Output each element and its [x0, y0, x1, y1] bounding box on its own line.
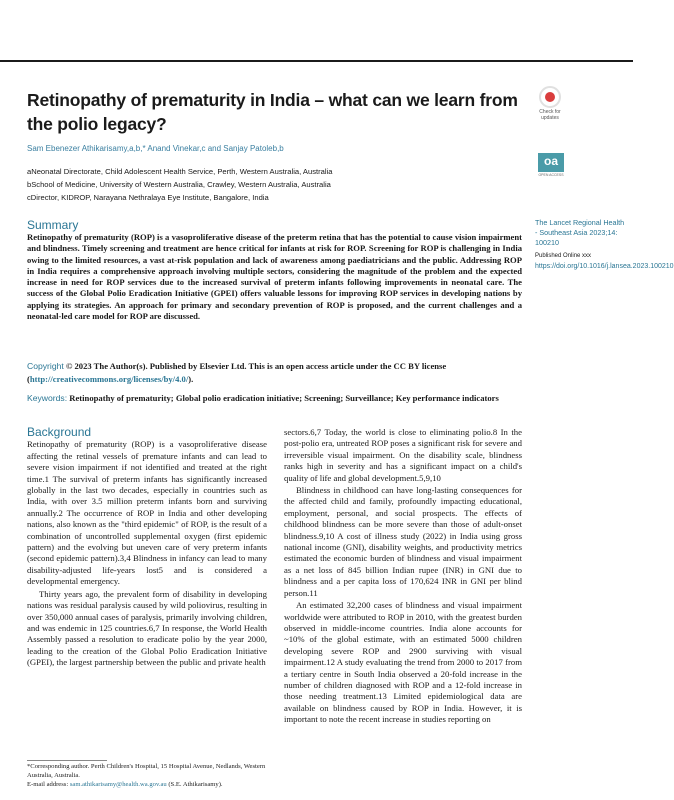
affiliation-item: aNeonatal Directorate, Child Adolescent Health Service, Perth, Western Australia, Australia	[27, 167, 333, 176]
corresponding-author-note: *Corresponding author. Perth Children's Hospital, 15 Hospital Avenue, Nedlands, Western Australia, Australia.	[27, 763, 266, 779]
published-online: Published Online xxx	[535, 253, 592, 259]
body-paragraph: sectors.6,7 Today, the world is close to eliminating polio.8 In the post-polio era, untreated ROP poses a significant risk for severe and irreversible visual impairment. On the disability scale, blindness ranks high in severity and has a significant impact on a child's quality of life and global development.5,9,10	[284, 427, 522, 483]
left-column	[27, 427, 267, 670]
article-title: Retinopathy of prematurity in India – what can we learn from the polio legacy?	[27, 90, 518, 134]
email-tail: (S.E. Athikarisamy).	[168, 781, 223, 788]
journal-sidebar	[535, 218, 674, 272]
check-updates-icon	[539, 86, 561, 108]
keywords	[27, 393, 527, 404]
background-heading: Background	[27, 425, 92, 439]
copyright-notice	[27, 360, 517, 386]
body-paragraph: Blindness in childhood can have long-lasting consequences for the affected child and family, profoundly impacting educational, employment, personal, and social prospects. The effects of childhood blindness can be more severe than those of adult-onset blindness.9,10 A cost of illness study (2022) in India using gross national income (GNI), disability weights, and productivity metrics estimated the economic burden of blindness and visual impairment as a net loss of 845 billion Indian rupee (INR) in GNI due to blindness and a per capita loss of 170,624 INR in GNI per blind person.11	[284, 485, 522, 598]
author-list[interactable]: Sam Ebenezer Athikarisamy,a,b,* Anand Vinekar,c and Sanjay Patoleb,b	[27, 144, 284, 153]
right-column	[284, 427, 522, 727]
body-paragraph: An estimated 32,200 cases of blindness and visual impairment worldwide were attributed to ROP in 2010, with the greatest burden observed in middle-income countries. India alone accounts for ~10% of the global estimate, with an estimated 5000 children developing severe ROP and 2900 surviving with visual impairment.12 A study evaluating the trend from 2000 to 2017 from a tertiary centre in South India observed a 20-fold increase in the number of children diagnosed with ROP and a 12-fold increase in those needing treatment.13 Limited epidemiological data are available on blindness caused by ROP in India. However, it is important to note the recent increase in studies reporting on	[284, 600, 522, 725]
affiliation-item: cDirector, KIDROP, Narayana Nethralaya Eye Institute, Bangalore, India	[27, 193, 269, 202]
affiliation-item: bSchool of Medicine, University of Western Australia, Crawley, Western Australia, Australia	[27, 180, 331, 189]
doi-link[interactable]: https://doi.org/10.1016/j.lansea.2023.100210	[535, 263, 674, 270]
email-link[interactable]: sam.athikarisamy@health.wa.gov.au	[69, 781, 167, 788]
keywords-label: Keywords:	[27, 393, 68, 403]
header-rule	[0, 60, 633, 62]
summary-heading: Summary	[27, 218, 79, 232]
check-updates-label: Check for updates	[539, 109, 561, 121]
email-label: E-mail address:	[27, 781, 69, 788]
body-paragraph: Retinopathy of prematurity (ROP) is a vasoproliferative disease affecting the retinal vessels of premature infants and can lead to severe vision impairment if not identified and treated at the right time.1 The survival of preterm infants has significantly increased globally in the last two decades, especially in countries such as India, with over 3.5 million preterm infants born and surviving annually.2 The occurrence of ROP in India and other developing nations, also known as the "third epidemic" of ROP, is the result of a combination of uncontrolled supplemental oxygen (first epidemic pattern) and the evolving but uneven care of very preterm infants (second epidemic pattern).3,4 Blindness in infancy can lead to many disability-adjusted life-years lost5 and is considered a developmental emergency.	[27, 439, 267, 587]
footnote-rule	[27, 760, 107, 761]
affiliations	[27, 165, 332, 204]
check-for-updates-badge[interactable]	[535, 86, 565, 126]
journal-citation[interactable]: The Lancet Regional Health - Southeast Asia 2023;14: 100210	[535, 218, 625, 247]
license-link[interactable]: http://creativecommons.org/licenses/by/4.0/	[29, 374, 189, 384]
footnote	[27, 762, 267, 789]
open-access-logo: oa	[538, 153, 564, 172]
copyright-label: Copyright	[27, 361, 64, 371]
email-line	[27, 780, 267, 789]
body-paragraph: Thirty years ago, the prevalent form of disability in developing nations was residual paralysis caused by wild poliovirus, resulting in over 350,000 annual cases of paralysis, primarily involving children, and was endemic in 125 countries.6,7 In response, the World Health Assembly passed a resolution to eradicate polio by the year 2000, leading to the creation of the Global Polio Eradication Initiative (GPEI), the largest partnership between the public and private health	[27, 588, 267, 668]
open-access-sub: OPEN ACCESS	[538, 173, 564, 177]
keywords-text: Retinopathy of prematurity; Global polio eradication initiative; Screening; Surveillance; Key performance indicators	[69, 393, 499, 403]
copyright-text: © 2023 The Author(s). Published by Elsevier Ltd. This is an open access article under the CC BY license (	[27, 361, 447, 384]
copyright-end: ).	[188, 374, 194, 384]
summary-text: Retinopathy of prematurity (ROP) is a vasoproliferative disease of the preterm retina that has the potential to cause vision impairment and blindness. Timely screening and treatment are hence critical for infants at risk for ROP. Screening for ROP is challenging in India owing to the limited resources, a vast at-risk population and lack of awareness among paediatricians and the public. Addressing ROP in India requires a comprehensive approach involving multiple sectors, considering the magnitude of the problem and the expected increase in need for ROP services due to the increased survival of preterm infants following improvements in neonatal care. The success of the Global Polio Eradication Initiative (GPEI) offers valuable lessons for improving ROP services in developing nations by applying its strategies. An approach for primary and secondary prevention of ROP is proposed, and the current challenges and a neonatal-led care model for ROP are discussed.	[27, 232, 522, 322]
